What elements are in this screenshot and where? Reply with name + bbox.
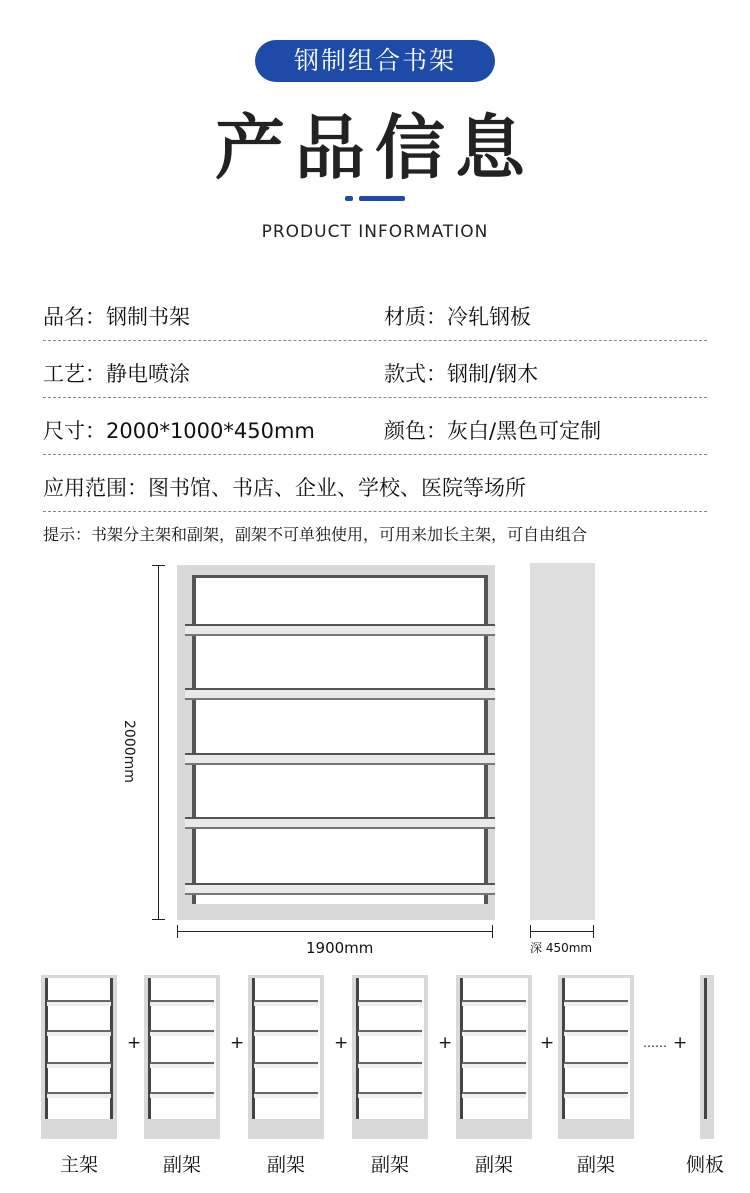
height-tick-top	[152, 565, 165, 566]
spec-value: 冷轧钢板	[447, 305, 531, 329]
tip-text: 提示：书架分主架和副架，副架不可单独使用，可用来加长主架，可自由组合	[43, 525, 588, 544]
spec-key: 材质：	[384, 305, 447, 329]
main-shelf-unit	[41, 975, 117, 1139]
sub-shelf-unit	[144, 975, 220, 1139]
depth-dimension-line	[530, 931, 594, 932]
depth-tick-left	[530, 925, 531, 938]
product-badge: 钢制组合书架	[255, 40, 495, 82]
sub-shelf-unit	[352, 975, 428, 1139]
combo-label: 副架	[370, 1154, 409, 1176]
height-dimension-line	[158, 565, 159, 920]
plus-sign: +	[334, 1033, 349, 1053]
spec-row	[43, 454, 707, 512]
plus-sign: +	[673, 1033, 688, 1053]
spec-key: 款式：	[384, 362, 447, 386]
shelf-board	[185, 688, 495, 700]
width-tick-right	[492, 925, 493, 938]
shelf-board	[185, 753, 495, 765]
plus-sign: +	[127, 1033, 142, 1053]
page-subtitle: PRODUCT INFORMATION	[261, 222, 489, 242]
height-tick-bottom	[152, 919, 165, 920]
combo-label: 副架	[266, 1154, 305, 1176]
main-shelf-front-view	[177, 565, 495, 920]
plus-sign: +	[230, 1033, 245, 1053]
width-dimension-line	[177, 931, 493, 932]
spec-row	[43, 283, 707, 341]
spec-key: 应用范围：	[43, 476, 148, 500]
spec-row	[43, 397, 707, 455]
shelf-board	[185, 624, 495, 636]
width-label: 1900mm	[306, 939, 374, 957]
combo-label: 副架	[576, 1154, 615, 1176]
side-panel-view	[530, 563, 595, 920]
width-tick-left	[177, 925, 178, 938]
spec-value: 钢制/钢木	[447, 362, 539, 386]
plus-sign: +	[438, 1033, 453, 1053]
ellipsis: ……	[643, 1036, 667, 1050]
spec-value: 图书馆、书店、企业、学校、医院等场所	[148, 476, 526, 500]
depth-tick-right	[593, 925, 594, 938]
combo-label: 副架	[162, 1154, 201, 1176]
combo-label: 侧板	[685, 1154, 724, 1176]
spec-key: 颜色：	[384, 419, 447, 443]
sub-shelf-unit	[558, 975, 634, 1139]
spec-value: 静电喷涂	[106, 362, 190, 386]
depth-label: 深 450mm	[530, 941, 593, 955]
spec-value: 钢制书架	[106, 305, 190, 329]
spec-key: 尺寸：	[43, 419, 106, 443]
sub-shelf-unit	[456, 975, 532, 1139]
spec-row	[43, 340, 707, 398]
combo-label: 副架	[474, 1154, 513, 1176]
side-board-unit	[700, 975, 714, 1139]
sub-shelf-unit	[248, 975, 324, 1139]
shelf-board	[185, 883, 495, 895]
combo-label: 主架	[59, 1154, 98, 1176]
page-title: 产品信息	[215, 107, 535, 189]
spec-value: 2000*1000*450mm	[106, 419, 315, 443]
height-label: 2000mm	[121, 720, 137, 783]
spec-key: 品名：	[43, 305, 106, 329]
shelf-board	[185, 817, 495, 829]
spec-value: 灰白/黑色可定制	[447, 419, 602, 443]
spec-key: 工艺：	[43, 362, 106, 386]
plus-sign: +	[540, 1033, 555, 1053]
